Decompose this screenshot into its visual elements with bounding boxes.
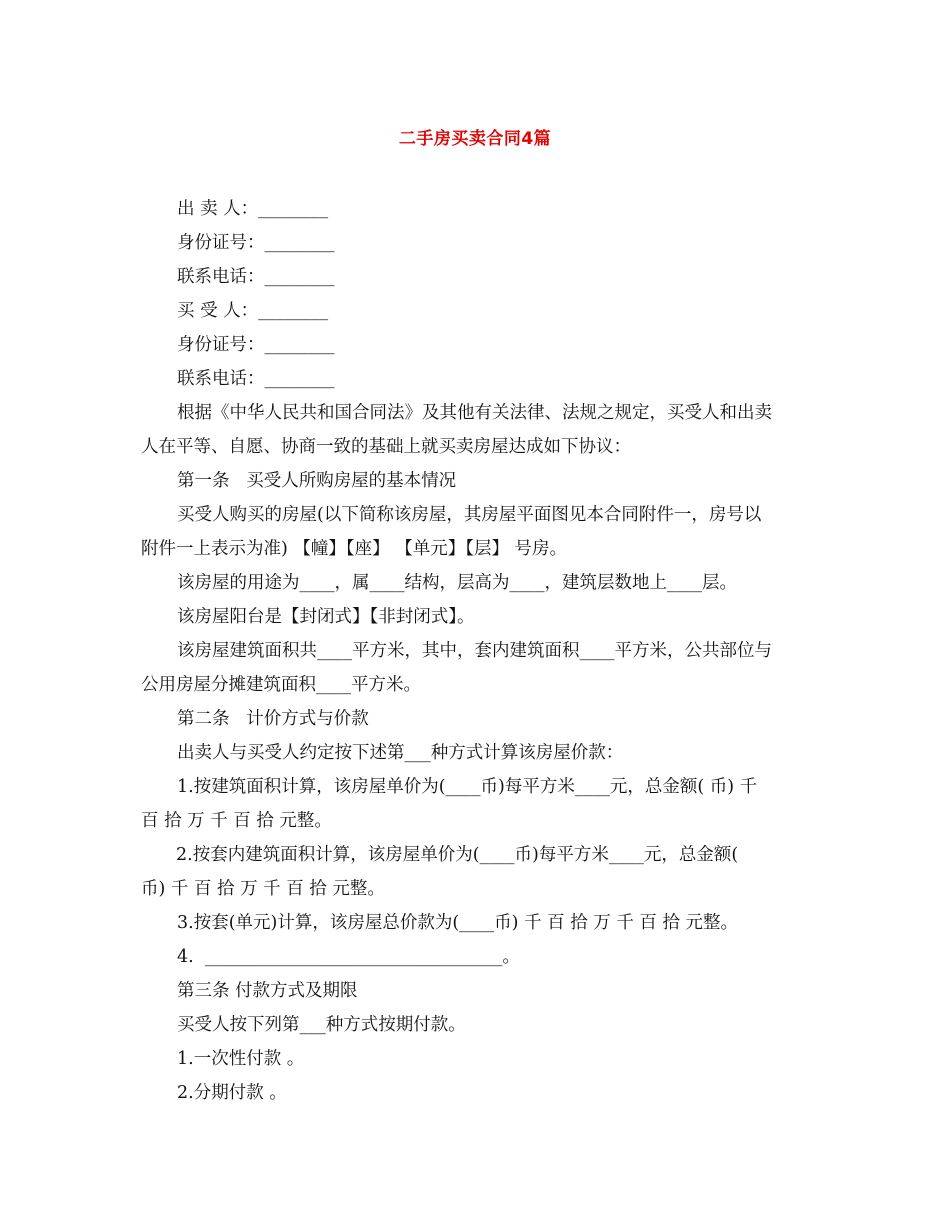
article-1-balcony-line: 该房屋阳台是【封闭式】【非封闭式】。 [177, 607, 475, 627]
pricing-option-1-line-2: 百 拾 万 千 百 拾 元整。 [141, 811, 332, 831]
article-1-text-1: 买受人购买的房屋(以下简称该房屋，其房屋平面图见本合同附件一，房号以 [177, 505, 762, 525]
pricing-option-3-line: 3.按套(单元)计算，该房屋总价款为(____币) 千 百 拾 万 千 百 拾 元整。 [177, 913, 739, 933]
pricing-option-2-line-1: 2.按套内建筑面积计算，该房屋单价为(____币)每平方米____元，总金额( [176, 845, 739, 865]
article-1-text-2: 附件一上表示为准) 【幢】【座】 【单元】【层】 号房。 [141, 539, 568, 559]
document-title: 二手房买卖合同4篇 [398, 129, 552, 149]
seller-id-line: 身份证号：________ [177, 233, 335, 253]
article-3-intro: 买受人按下列第___种方式按期付款。 [177, 1015, 466, 1035]
document-body [141, 192, 813, 1110]
article-2-intro: 出卖人与买受人约定按下述第___种方式计算该房屋价款： [177, 743, 624, 763]
article-1-area-line-1: 该房屋建筑面积共____平方米，其中，套内建筑面积____平方米，公共部位与 [177, 641, 772, 661]
article-1-area-line-2: 公用房屋分摊建筑面积____平方米。 [141, 675, 421, 695]
preamble-line-1: 根据《中华人民共和国合同法》及其他有关法律、法规之规定，买受人和出卖 [177, 403, 772, 423]
buyer-phone-line: 联系电话：________ [177, 369, 335, 389]
pricing-option-4-line: 4. __________________________________。 [177, 947, 520, 967]
pricing-option-1-line-1: 1.按建筑面积计算，该房屋单价为(____币)每平方米____元，总金额( 币) 千 [177, 777, 758, 797]
seller-phone-line: 联系电话：________ [177, 267, 335, 287]
article-1-usage-line: 该房屋的用途为____，属____结构，层高为____，建筑层数地上____层。 [177, 573, 737, 593]
seller-name-line: 出 卖 人：________ [177, 199, 329, 219]
buyer-id-line: 身份证号：________ [177, 335, 335, 355]
pricing-option-2-line-2: 币) 千 百 拾 万 千 百 拾 元整。 [141, 879, 385, 899]
buyer-name-line: 买 受 人：________ [177, 301, 329, 321]
article-1-heading: 第一条 买受人所购房屋的基本情况 [177, 471, 457, 491]
payment-option-1: 1.一次性付款 。 [177, 1049, 305, 1069]
article-3-heading: 第三条 付款方式及期限 [177, 981, 358, 1001]
preamble-line-2: 人在平等、自愿、协商一致的基础上就买卖房屋达成如下协议： [141, 437, 631, 457]
article-2-heading: 第二条 计价方式与价款 [177, 709, 369, 729]
payment-option-2: 2.分期付款 。 [177, 1083, 287, 1103]
